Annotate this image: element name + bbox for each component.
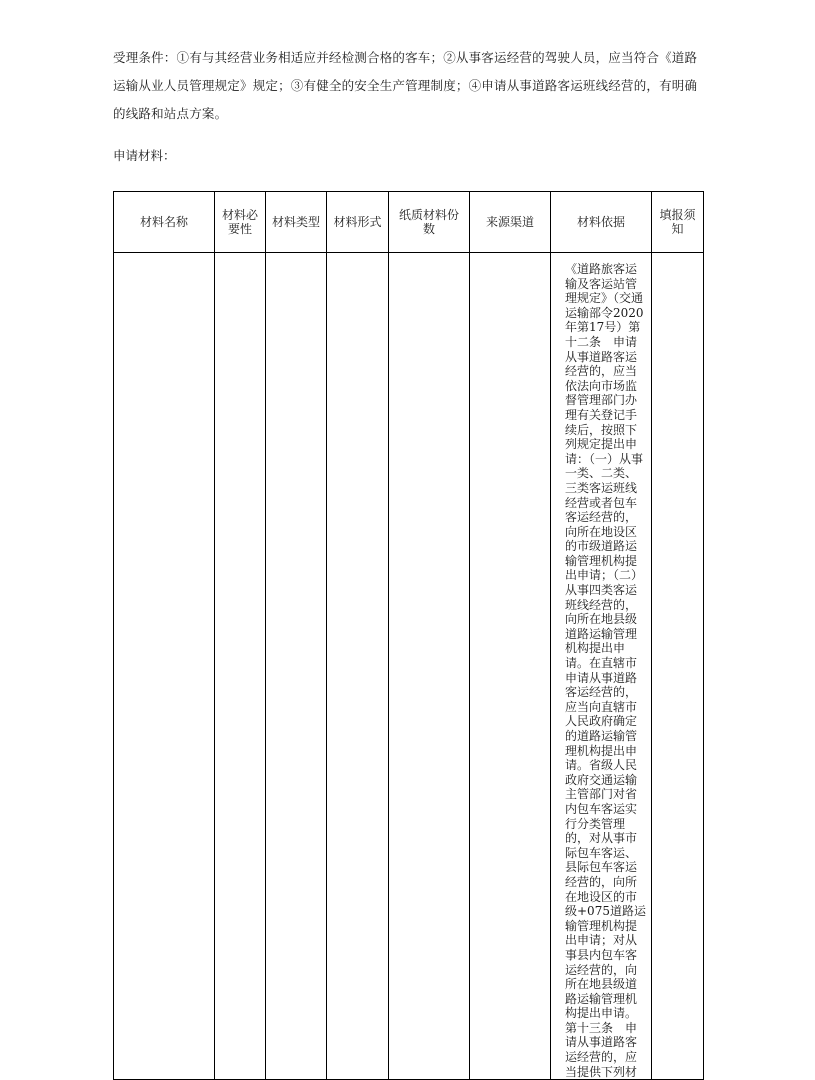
materials-table [113,191,704,1080]
acceptance-conditions: 受理条件：①有与其经营业务相适应并经检测合格的客车；②从事客运经营的驾驶人员，应当符合《道路运输从业人员管理规定》规定；③有健全的安全生产管理制度；④申请从事道路客运班线经营的，有明确的线路和站点方案。 [113,50,698,121]
basis-text: 《道路旅客运输及客运站管理规定》（交通运输部令2020年第17号）第十二条 申请从事道路客运经营的，应当依法向市场监督管理部门办理有关登记手续后，按照下列规定提出申请：（一）从事一类、二类、三类客运班线经营或者包车客运经营的，向所在地设区的市级道路运输管理机构提出申请；（二）从事四类客运班线经营的，向所在地县级道路运输管理机构提出申请。在直辖市申请从事道路客运经营的，应当向直辖市人民政府确定的道路运输管理机构提出申请。省级人民政府交通运输主管部门对省内包车客运实行分类管理的，对从事市际包车客运、县际包车客运经营的，向所在地设区的市级+075道路运输管理机构提出申请；对从事县内包车客运经营的，向所在地县级道路运输管理机构提出申请。第十三条 申请从事道路客运经营的，应当提供下列材 [565,262,646,1079]
column-header-form: 材料形式 [327,192,389,253]
column-header-type: 材料类型 [266,192,327,253]
cell-required [215,253,266,1080]
table-row [114,253,704,1080]
column-header-paper-copies: 纸质材料份数 [389,192,470,253]
column-header-source: 来源渠道 [470,192,551,253]
cell-notes [652,253,704,1080]
cell-paper-copies [389,253,470,1080]
table-header-row [114,192,704,253]
application-materials-label: 申请材料： [113,148,176,163]
cell-name [114,253,215,1080]
cell-type [266,253,327,1080]
column-header-required: 材料必要性 [215,192,266,253]
column-header-basis: 材料依据 [551,192,652,253]
cell-source [470,253,551,1080]
column-header-notes: 填报须知 [652,192,704,253]
cell-form [327,253,389,1080]
cell-basis [551,253,652,1080]
column-header-name: 材料名称 [114,192,215,253]
